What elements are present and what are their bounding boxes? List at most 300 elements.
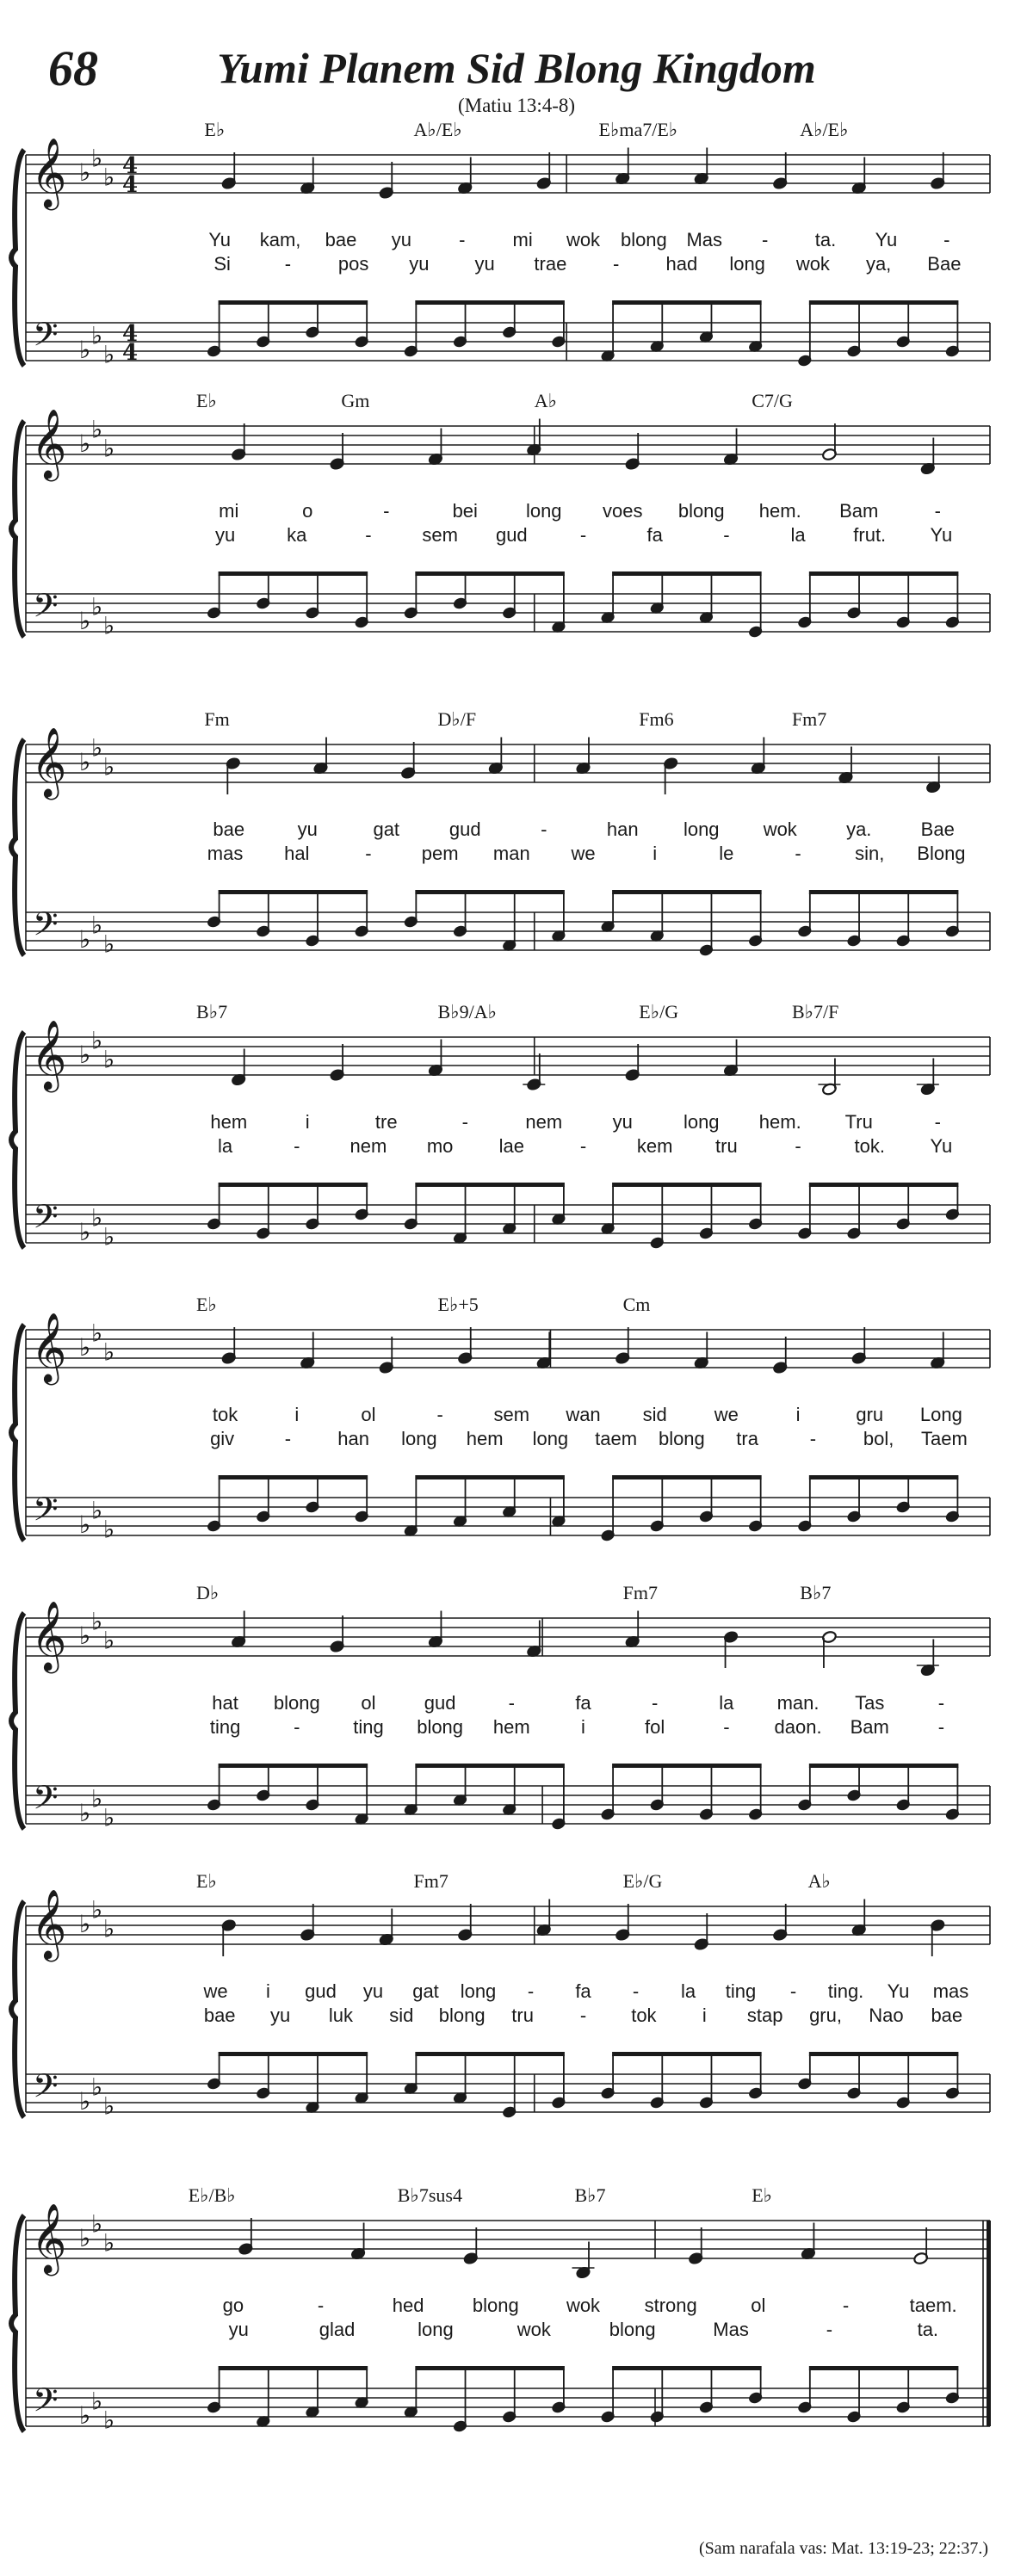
key-signature-flat-icon: ♭: [79, 925, 91, 954]
key-signature-flat-icon: ♭: [103, 340, 115, 369]
lyric-verse-2: lae: [498, 1135, 524, 1157]
lyric-verse-2: Yu: [930, 1135, 953, 1157]
system-brace: [11, 1613, 24, 1829]
bass-beam: [809, 571, 959, 576]
key-signature-flat-icon: ♭: [91, 144, 103, 173]
chord-symbol: Fm7: [413, 1870, 448, 1892]
lyric-verse-2: yu: [214, 524, 236, 546]
key-signature-flat-icon: ♭: [91, 321, 103, 350]
lyric-verse-2: blong: [417, 1716, 464, 1738]
key-signature-flat-icon: ♭: [91, 2209, 103, 2239]
lyric-verse-1: Bae: [920, 819, 955, 840]
lyric-verse-2: yu: [269, 2005, 291, 2026]
lyric-verse-1: fa: [575, 1692, 591, 1714]
lyric-verse-2: ka: [287, 524, 307, 546]
system-brace: [11, 1032, 24, 1248]
bass-beam: [415, 890, 565, 894]
bass-beam: [415, 1764, 565, 1768]
lyric-verse-2: -: [294, 1716, 300, 1738]
lyric-verse-2: bae: [203, 2005, 236, 2026]
lyric-verse-2: -: [284, 1428, 292, 1449]
lyric-verse-1: wok: [566, 2295, 601, 2316]
treble-clef-icon: 𝄞: [31, 137, 67, 207]
lyric-verse-2: blong: [609, 2319, 656, 2340]
lyric-verse-2: -: [365, 524, 372, 546]
lyric-verse-1: mi: [512, 229, 533, 250]
bass-clef-icon: 𝄢: [33, 586, 59, 633]
key-signature-flat-icon: ♭: [91, 415, 103, 444]
lyric-verse-2: fa: [646, 524, 663, 546]
bass-beam: [612, 300, 762, 305]
lyric-verse-2: stap: [746, 2005, 783, 2026]
lyric-verse-1: -: [761, 229, 769, 250]
lyric-verse-1: bae: [325, 229, 357, 250]
key-signature-flat-icon: ♭: [103, 163, 115, 192]
key-signature-flat-icon: ♭: [79, 1910, 91, 1938]
chord-symbol: E♭: [752, 2184, 773, 2206]
treble-clef-icon: 𝄞: [31, 726, 67, 797]
bass-beam: [612, 2366, 762, 2370]
chord-symbol: E♭: [204, 119, 226, 140]
lyric-verse-1: -: [527, 1980, 535, 2002]
key-signature-flat-icon: ♭: [91, 1026, 103, 1055]
bass-beam: [612, 571, 762, 576]
key-signature-flat-icon: ♭: [91, 1784, 103, 1813]
bass-beam: [219, 2052, 368, 2056]
lyric-verse-2: i: [653, 843, 658, 864]
key-signature-flat-icon: ♭: [103, 930, 115, 959]
chord-symbol: E♭+5: [437, 1294, 479, 1315]
treble-clef-icon: 𝄞: [31, 2202, 67, 2273]
lyric-verse-1: Tas: [855, 1692, 885, 1714]
footer-reference: (Sam narafala vas: Mat. 13:19-23; 22:37.): [698, 2539, 988, 2558]
lyric-verse-1: long: [525, 500, 562, 522]
lyric-verse-2: ya,: [865, 253, 892, 275]
key-signature-flat-icon: ♭: [103, 1803, 115, 1832]
lyric-verse-2: daon.: [774, 1716, 822, 1738]
chord-symbol: E♭ma7/E♭: [598, 119, 678, 140]
bass-beam: [809, 1183, 959, 1187]
chord-symbol: E♭: [196, 1294, 217, 1315]
lyric-verse-1: hem.: [758, 1111, 801, 1133]
lyric-verse-1: -: [943, 229, 950, 250]
lyric-verse-2: gru,: [809, 2005, 842, 2026]
key-signature-flat-icon: ♭: [103, 1914, 115, 1943]
lyric-verse-2: pos: [337, 253, 369, 275]
lyric-verse-2: kem: [636, 1135, 673, 1157]
lyric-verse-2: le: [719, 843, 734, 864]
lyric-verse-1: man.: [776, 1692, 820, 1714]
lyric-verse-2: i: [581, 1716, 585, 1738]
lyric-verse-2: i: [702, 2005, 707, 2026]
key-signature-flat-icon: ♭: [103, 2091, 115, 2121]
lyric-verse-1: yu: [362, 1980, 384, 2002]
treble-clef-icon: 𝄞: [31, 408, 67, 479]
chord-symbol: Fm6: [639, 708, 674, 730]
lyric-verse-1: -: [934, 500, 941, 522]
bass-beam: [612, 1475, 762, 1480]
lyric-verse-2: sin,: [855, 843, 885, 864]
treble-clef-icon: 𝄞: [31, 1888, 67, 1959]
chord-symbol: A♭/E♭: [413, 119, 462, 140]
key-signature-flat-icon: ♭: [91, 733, 103, 763]
lyric-verse-2: luk: [328, 2005, 354, 2026]
lyric-verse-2: sem: [422, 524, 458, 546]
lyric-verse-2: ta.: [917, 2319, 939, 2340]
key-signature-flat-icon: ♭: [79, 1510, 91, 1539]
key-signature-flat-icon: ♭: [103, 1222, 115, 1251]
lyric-verse-1: gud: [424, 1692, 456, 1714]
lyric-verse-2: -: [365, 843, 372, 864]
bass-clef-icon: 𝄢: [33, 2381, 59, 2427]
lyric-verse-1: hem.: [758, 500, 801, 522]
chord-symbol: B♭7: [800, 1582, 832, 1603]
lyric-verse-1: long: [683, 1111, 720, 1133]
lyric-verse-2: bae: [931, 2005, 963, 2026]
lyric-verse-1: yu: [391, 229, 411, 250]
lyric-verse-2: hal: [284, 843, 310, 864]
lyric-verse-1: -: [937, 1692, 945, 1714]
bass-beam: [809, 890, 959, 894]
lyric-verse-1: we: [203, 1980, 228, 2002]
lyric-verse-1: Bam: [839, 500, 879, 522]
lyric-verse-1: hat: [212, 1692, 238, 1714]
chord-symbol: D♭: [196, 1582, 220, 1603]
lyric-verse-1: we: [714, 1404, 739, 1425]
lyric-verse-2: yu: [474, 253, 495, 275]
lyric-verse-2: wok: [795, 253, 830, 275]
treble-clef-icon: 𝄞: [31, 1019, 67, 1090]
chord-symbol: D♭/F: [437, 708, 477, 730]
key-signature-flat-icon: ♭: [91, 1203, 103, 1232]
lyric-verse-1: ta.: [814, 229, 837, 250]
lyric-verse-1: long: [683, 819, 720, 840]
lyric-verse-1: nem: [525, 1111, 563, 1133]
lyric-verse-1: i: [294, 1404, 300, 1425]
lyric-verse-1: -: [541, 819, 547, 840]
system-brace: [11, 1325, 24, 1541]
lyric-verse-1: ol: [751, 2295, 766, 2316]
key-signature-flat-icon: ♭: [91, 1319, 103, 1348]
lyric-verse-2: taem: [595, 1428, 638, 1449]
key-signature-flat-icon: ♭: [103, 1045, 115, 1074]
key-signature-flat-icon: ♭: [79, 607, 91, 635]
chord-symbol: E♭: [196, 1870, 217, 1892]
bass-beam: [219, 300, 368, 305]
lyric-verse-2: -: [937, 1716, 945, 1738]
lyric-verse-2: long: [729, 253, 765, 275]
lyric-verse-1: -: [508, 1692, 515, 1714]
lyric-verse-1: la: [680, 1980, 696, 2002]
final-thick-barline: [987, 2221, 991, 2426]
lyric-verse-2: long: [418, 2319, 454, 2340]
key-signature-flat-icon: ♭: [103, 2406, 115, 2435]
chord-symbol: B♭7sus4: [397, 2184, 462, 2206]
key-signature-flat-icon: ♭: [79, 158, 91, 187]
lyric-verse-2: trae: [534, 253, 567, 275]
key-signature-flat-icon: ♭: [103, 2228, 115, 2258]
lyric-verse-1: -: [461, 1111, 468, 1133]
lyric-verse-2: hem: [492, 1716, 530, 1738]
chord-symbol: E♭/G: [622, 1870, 663, 1892]
lyric-verse-2: Bae: [927, 253, 962, 275]
lyric-verse-2: Nao: [869, 2005, 904, 2026]
chord-symbol: A♭: [534, 390, 558, 411]
bass-beam: [809, 300, 959, 305]
lyric-verse-1: wan: [566, 1404, 601, 1425]
key-signature-flat-icon: ♭: [103, 1515, 115, 1544]
lyric-verse-2: -: [795, 843, 801, 864]
lyric-verse-1: blong: [677, 500, 725, 522]
lyric-verse-2: la: [218, 1135, 233, 1157]
bass-beam: [612, 890, 762, 894]
lyric-verse-1: blong: [472, 2295, 519, 2316]
bass-beam: [415, 1475, 565, 1480]
bass-beam: [219, 890, 368, 894]
chord-symbol: B♭7: [196, 1001, 228, 1022]
bass-time-signature-numerator: 4: [122, 321, 139, 347]
bass-beam: [612, 2052, 762, 2056]
chord-symbol: B♭7: [574, 2184, 606, 2206]
lyric-verse-2: -: [294, 1135, 300, 1157]
lyric-verse-2: la: [790, 524, 806, 546]
lyric-verse-2: gud: [495, 524, 528, 546]
chord-symbol: A♭/E♭: [800, 119, 849, 140]
lyric-verse-1: ting: [725, 1980, 757, 2002]
lyric-verse-1: i: [305, 1111, 310, 1133]
lyric-verse-1: blong: [620, 229, 667, 250]
lyric-verse-2: mas: [207, 843, 244, 864]
lyric-verse-1: gat: [373, 819, 400, 840]
bass-beam: [415, 2052, 565, 2056]
key-signature-flat-icon: ♭: [91, 911, 103, 940]
lyric-verse-1: la: [719, 1692, 734, 1714]
lyric-verse-1: han: [606, 819, 639, 840]
lyric-verse-2: had: [665, 253, 698, 275]
lyric-verse-1: voes: [603, 500, 643, 522]
lyric-verse-2: tok: [631, 2005, 657, 2026]
key-signature-flat-icon: ♭: [79, 2401, 91, 2430]
lyric-verse-2: long: [532, 1428, 569, 1449]
lyric-verse-2: hem: [466, 1428, 504, 1449]
chord-symbol: Gm: [341, 390, 370, 411]
lyric-verse-1: mas: [932, 1980, 969, 2002]
lyric-verse-2: -: [612, 253, 620, 275]
lyric-verse-2: -: [579, 524, 587, 546]
bass-beam: [219, 1475, 368, 1480]
lyric-verse-1: wok: [566, 229, 601, 250]
hymn-number: 68: [48, 40, 98, 96]
bass-beam: [809, 2366, 959, 2370]
key-signature-flat-icon: ♭: [79, 1622, 91, 1650]
lyric-verse-1: fa: [575, 1980, 591, 2002]
chord-symbol: Fm7: [622, 1582, 658, 1603]
bass-clef-icon: 𝄢: [33, 315, 59, 361]
system-brace: [11, 1901, 24, 2117]
lyric-verse-2: tra: [736, 1428, 758, 1449]
chord-symbol: C7/G: [752, 390, 793, 411]
lyric-verse-1: -: [317, 2295, 325, 2316]
key-signature-flat-icon: ♭: [79, 2087, 91, 2116]
lyric-verse-1: wok: [763, 819, 797, 840]
bass-beam: [809, 2052, 959, 2056]
key-signature-flat-icon: ♭: [91, 2073, 103, 2102]
key-signature-flat-icon: ♭: [103, 1626, 115, 1655]
lyric-verse-2: frut.: [853, 524, 887, 546]
lyric-verse-1: blong: [273, 1692, 320, 1714]
lyric-verse-2: bol,: [863, 1428, 894, 1449]
lyric-verse-2: sid: [389, 2005, 414, 2026]
bass-clef-icon: 𝄢: [33, 1778, 59, 1825]
key-signature-flat-icon: ♭: [91, 2387, 103, 2416]
key-signature-flat-icon: ♭: [79, 336, 91, 364]
bass-beam: [415, 1183, 565, 1187]
lyric-verse-2: we: [571, 843, 596, 864]
lyric-verse-2: Yu: [930, 524, 953, 546]
key-signature-flat-icon: ♭: [79, 1799, 91, 1827]
key-signature-flat-icon: ♭: [91, 1496, 103, 1525]
bass-clef-icon: 𝄢: [33, 1197, 59, 1244]
lyric-verse-2: tru: [511, 2005, 534, 2026]
lyric-verse-2: nem: [349, 1135, 387, 1157]
lyric-verse-2: blong: [658, 1428, 705, 1449]
key-signature-flat-icon: ♭: [79, 1333, 91, 1362]
lyric-verse-1: yu: [297, 819, 318, 840]
lyric-verse-2: ting: [353, 1716, 384, 1738]
lyric-verse-1: hed: [392, 2295, 424, 2316]
bass-beam: [809, 1764, 959, 1768]
lyric-verse-1: hem: [210, 1111, 248, 1133]
lyric-verse-1: Yu: [875, 229, 898, 250]
key-signature-flat-icon: ♭: [91, 592, 103, 621]
lyric-verse-1: gud: [448, 819, 481, 840]
key-signature-flat-icon: ♭: [103, 752, 115, 781]
lyric-verse-2: wok: [516, 2319, 551, 2340]
lyric-verse-1: yu: [612, 1111, 633, 1133]
lyric-verse-2: Mas: [713, 2319, 749, 2340]
key-signature-flat-icon: ♭: [103, 1337, 115, 1367]
lyric-verse-2: -: [795, 1135, 801, 1157]
key-signature-flat-icon: ♭: [79, 1041, 91, 1069]
lyric-verse-1: ol: [361, 1404, 376, 1425]
system-brace: [11, 421, 24, 637]
system-brace: [11, 150, 24, 366]
key-signature-flat-icon: ♭: [103, 434, 115, 463]
lyric-verse-2: man: [492, 843, 530, 864]
key-signature-flat-icon: ♭: [91, 1895, 103, 1924]
treble-clef-icon: 𝄞: [31, 1600, 67, 1671]
bass-beam: [612, 1183, 762, 1187]
lyric-verse-1: ting.: [827, 1980, 864, 2002]
lyric-verse-2: ting: [209, 1716, 241, 1738]
lyric-verse-1: i: [266, 1980, 270, 2002]
lyric-verse-2: -: [723, 524, 730, 546]
lyric-verse-1: gud: [305, 1980, 337, 2002]
lyric-verse-2: -: [579, 2005, 587, 2026]
lyric-verse-2: mo: [426, 1135, 454, 1157]
bass-beam: [809, 1475, 959, 1480]
chord-symbol: Fm7: [791, 708, 827, 730]
lyric-verse-1: kam,: [259, 229, 301, 250]
lyric-verse-2: long: [401, 1428, 437, 1449]
chord-symbol: Cm: [622, 1294, 651, 1315]
system-brace: [11, 2215, 24, 2431]
bass-beam: [612, 1764, 762, 1768]
chord-symbol: A♭: [807, 1870, 831, 1892]
lyric-verse-2: giv: [210, 1428, 235, 1449]
treble-time-signature-denominator: 4: [122, 172, 139, 198]
lyric-verse-1: gru: [856, 1404, 884, 1425]
lyric-verse-1: ol: [361, 1692, 376, 1714]
lyric-verse-2: Bam: [850, 1716, 889, 1738]
treble-clef-icon: 𝄞: [31, 1312, 67, 1382]
lyric-verse-2: han: [337, 1428, 369, 1449]
hymn-title: Yumi Planem Sid Blong Kingdom: [217, 44, 816, 92]
key-signature-flat-icon: ♭: [79, 748, 91, 776]
lyric-verse-1: taem.: [909, 2295, 957, 2316]
lyric-verse-1: -: [383, 500, 390, 522]
key-signature-flat-icon: ♭: [79, 429, 91, 458]
hymn-scripture-reference: (Matiu 13:4-8): [457, 95, 576, 116]
lyric-verse-1: tok: [212, 1404, 238, 1425]
lyric-verse-2: -: [579, 1135, 587, 1157]
bass-beam: [219, 2366, 368, 2370]
lyric-verse-2: blong: [438, 2005, 486, 2026]
lyric-verse-1: -: [632, 1980, 640, 2002]
lyric-verse-2: tru: [715, 1135, 738, 1157]
lyric-verse-1: Yu: [208, 229, 232, 250]
lyric-verse-2: glad: [319, 2319, 356, 2340]
chord-symbol: B♭7/F: [791, 1001, 839, 1022]
lyric-verse-1: Yu: [887, 1980, 910, 2002]
key-signature-flat-icon: ♭: [79, 1218, 91, 1246]
lyric-verse-2: yu: [409, 253, 430, 275]
lyric-verse-1: i: [795, 1404, 801, 1425]
lyric-verse-2: fol: [645, 1716, 665, 1738]
lyric-verse-2: -: [826, 2319, 833, 2340]
lyric-verse-1: gat: [412, 1980, 439, 2002]
lyric-verse-1: -: [934, 1111, 941, 1133]
lyric-verse-1: -: [842, 2295, 850, 2316]
bass-beam: [219, 1764, 368, 1768]
chord-symbol: E♭/B♭: [188, 2184, 236, 2206]
lyric-verse-2: -: [284, 253, 292, 275]
bass-beam: [219, 571, 368, 576]
bass-beam: [415, 300, 565, 305]
lyric-verse-1: o: [302, 500, 313, 522]
lyric-verse-1: ya.: [846, 819, 872, 840]
lyric-verse-1: bae: [213, 819, 245, 840]
bass-beam: [415, 2366, 565, 2370]
lyric-verse-2: pem: [421, 843, 459, 864]
lyric-verse-2: Blong: [917, 843, 966, 864]
bass-beam: [415, 571, 565, 576]
lyric-verse-2: -: [723, 1716, 730, 1738]
bass-beam: [219, 1183, 368, 1187]
lyric-verse-1: Tru: [844, 1111, 873, 1133]
lyric-verse-1: strong: [644, 2295, 697, 2316]
lyric-verse-1: Mas: [686, 229, 723, 250]
lyric-verse-1: sid: [642, 1404, 667, 1425]
chord-symbol: E♭: [196, 390, 217, 411]
system-brace: [11, 739, 24, 955]
lyric-verse-1: -: [789, 1980, 797, 2002]
bass-time-signature-denominator: 4: [122, 340, 139, 366]
chord-symbol: Fm: [204, 708, 230, 730]
key-signature-flat-icon: ♭: [103, 611, 115, 640]
lyric-verse-2: -: [809, 1428, 817, 1449]
lyric-verse-1: -: [459, 229, 466, 250]
